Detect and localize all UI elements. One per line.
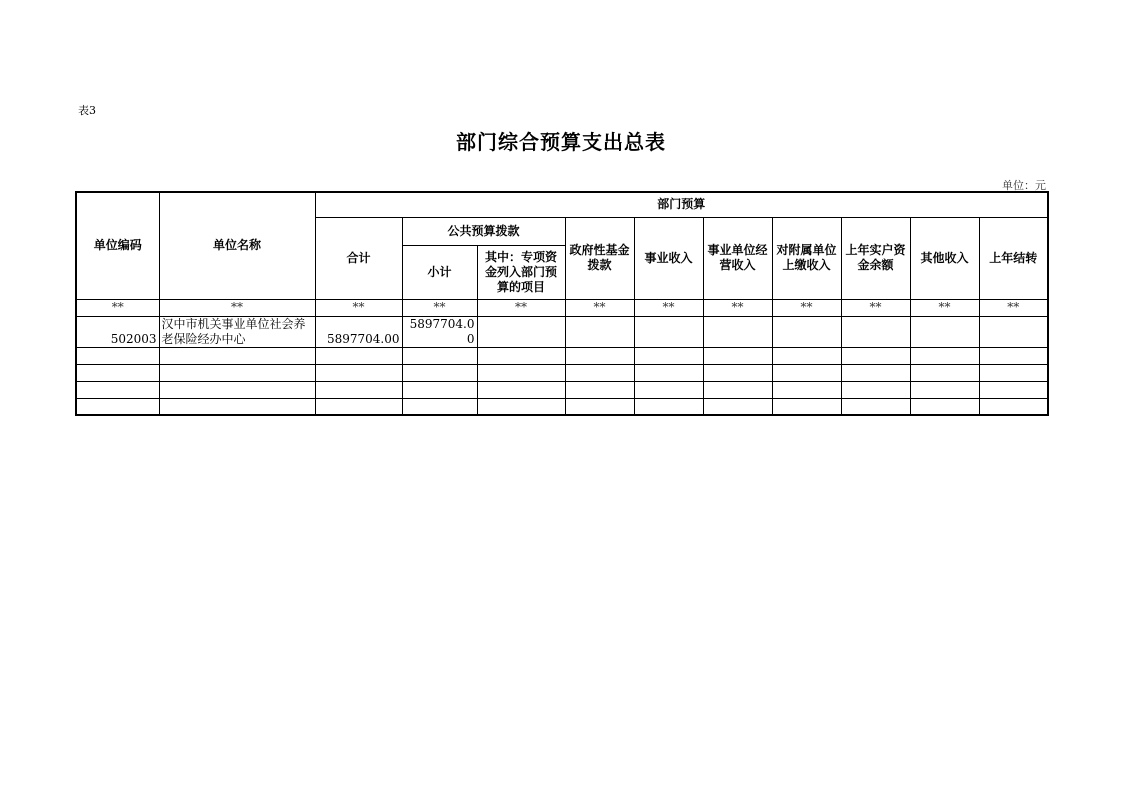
empty-cell xyxy=(159,398,315,415)
empty-cell xyxy=(477,364,565,381)
marker-cell: ** xyxy=(634,299,703,316)
empty-cell xyxy=(910,347,979,364)
header-total: 合计 xyxy=(315,217,402,299)
empty-cell xyxy=(76,398,159,415)
table-row xyxy=(76,347,1048,364)
empty-cell xyxy=(703,398,772,415)
empty-cell xyxy=(402,347,477,364)
empty-cell xyxy=(76,347,159,364)
marker-cell: ** xyxy=(703,299,772,316)
marker-cell: ** xyxy=(315,299,402,316)
empty-cell xyxy=(565,347,634,364)
header-special-funds: 其中：专项资金列入部门预算的项目 xyxy=(477,245,565,299)
header-unit-code: 单位编码 xyxy=(76,192,159,299)
cell-other-income xyxy=(910,316,979,347)
empty-cell xyxy=(315,381,402,398)
empty-cell xyxy=(634,398,703,415)
empty-cell xyxy=(634,364,703,381)
header-last-year-balance: 上年实户资金余额 xyxy=(841,217,910,299)
cell-subtotal: 5897704.00 xyxy=(402,316,477,347)
empty-cell xyxy=(772,364,841,381)
empty-cell xyxy=(565,364,634,381)
empty-cell xyxy=(772,347,841,364)
unit-note: 单位：元 xyxy=(1002,179,1046,192)
empty-cell xyxy=(315,398,402,415)
header-dept-budget: 部门预算 xyxy=(315,192,1048,217)
cell-career-income xyxy=(634,316,703,347)
empty-cell xyxy=(477,398,565,415)
cell-total: 5897704.00 xyxy=(315,316,402,347)
table-row xyxy=(76,316,1048,347)
marker-cell: ** xyxy=(979,299,1048,316)
empty-cell xyxy=(565,398,634,415)
empty-cell xyxy=(159,381,315,398)
budget-expenditure-table xyxy=(75,191,1049,416)
cell-gov-fund xyxy=(565,316,634,347)
marker-cell: ** xyxy=(402,299,477,316)
cell-unit-code: 502003 xyxy=(76,316,159,347)
empty-cell xyxy=(841,364,910,381)
empty-cell xyxy=(703,381,772,398)
empty-cell xyxy=(315,347,402,364)
marker-cell: ** xyxy=(565,299,634,316)
empty-cell xyxy=(477,347,565,364)
empty-cell xyxy=(772,381,841,398)
empty-cell xyxy=(402,364,477,381)
empty-cell xyxy=(910,364,979,381)
cell-business-income xyxy=(703,316,772,347)
header-public-budget: 公共预算拨款 xyxy=(402,217,565,245)
empty-cell xyxy=(910,398,979,415)
page-title: 部门综合预算支出总表 xyxy=(456,130,666,154)
empty-cell xyxy=(402,398,477,415)
empty-cell xyxy=(979,347,1048,364)
marker-cell: ** xyxy=(477,299,565,316)
empty-cell xyxy=(565,381,634,398)
empty-cell xyxy=(703,364,772,381)
empty-cell xyxy=(841,381,910,398)
header-subordinate-income: 对附属单位上缴收入 xyxy=(772,217,841,299)
empty-cell xyxy=(634,347,703,364)
empty-cell xyxy=(159,347,315,364)
marker-cell: ** xyxy=(772,299,841,316)
empty-cell xyxy=(910,381,979,398)
cell-subordinate-income xyxy=(772,316,841,347)
empty-cell xyxy=(841,398,910,415)
empty-cell xyxy=(703,347,772,364)
empty-cell xyxy=(634,381,703,398)
header-career-income: 事业收入 xyxy=(634,217,703,299)
empty-cell xyxy=(979,381,1048,398)
header-other-income: 其他收入 xyxy=(910,217,979,299)
empty-cell xyxy=(979,364,1048,381)
header-business-income: 事业单位经营收入 xyxy=(703,217,772,299)
header-unit-name: 单位名称 xyxy=(159,192,315,299)
empty-cell xyxy=(979,398,1048,415)
empty-cell xyxy=(772,398,841,415)
marker-cell: ** xyxy=(910,299,979,316)
cell-unit-name: 汉中市机关事业单位社会养老保险经办中心 xyxy=(159,316,315,347)
empty-cell xyxy=(477,381,565,398)
empty-cell xyxy=(841,347,910,364)
empty-cell xyxy=(402,381,477,398)
empty-cell xyxy=(315,364,402,381)
header-subtotal: 小计 xyxy=(402,245,477,299)
table-number-label: 表3 xyxy=(78,104,96,117)
header-gov-fund: 政府性基金拨款 xyxy=(565,217,634,299)
marker-cell: ** xyxy=(841,299,910,316)
cell-special-funds xyxy=(477,316,565,347)
cell-last-year-balance xyxy=(841,316,910,347)
header-last-year-carryover: 上年结转 xyxy=(979,217,1048,299)
table-row xyxy=(76,398,1048,415)
marker-cell: ** xyxy=(76,299,159,316)
table-row xyxy=(76,364,1048,381)
cell-last-year-carryover xyxy=(979,316,1048,347)
empty-cell xyxy=(76,364,159,381)
empty-cell xyxy=(159,364,315,381)
empty-cell xyxy=(76,381,159,398)
marker-cell: ** xyxy=(159,299,315,316)
table-row xyxy=(76,381,1048,398)
